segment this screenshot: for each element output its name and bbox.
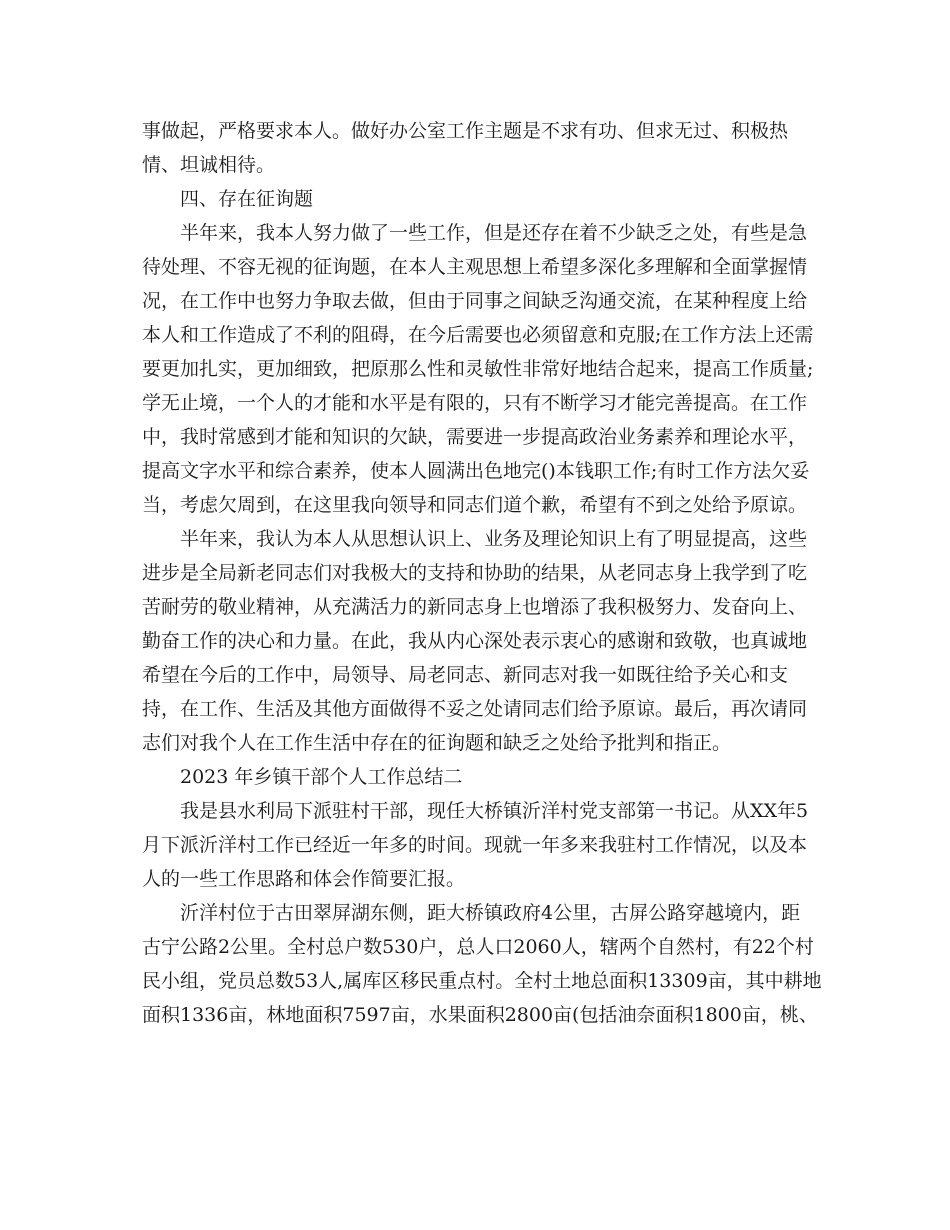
- text-line: 况，在工作中也努力争取去做，但由于同事之间缺乏沟通交流，在某种程度上给: [142, 290, 808, 312]
- section-heading: 2023 年乡镇干部个人工作总结二: [180, 766, 463, 788]
- text-line: 半年来，我本人努力做了一些工作，但是还存在着不少缺乏之处，有些是急: [180, 222, 808, 244]
- text-line: 中，我时常感到才能和知识的欠缺，需要进一步提高政治业务素养和理论水平，: [142, 426, 808, 448]
- text-line: 持，在工作、生活及其他方面做得不妥之处请同志们给予原谅。最后，再次请同: [142, 698, 808, 720]
- text-line: 我是县水利局下派驻村干部，现任大桥镇沂洋村党支部第一书记。从XX年5: [180, 800, 809, 822]
- text-line: 学无止境，一个人的才能和水平是有限的，只有不断学习才能完善提高。在工作: [142, 392, 808, 414]
- text-line: 本人和工作造成了不利的阻碍，在今后需要也必须留意和克服;在工作方法上还需: [142, 324, 814, 346]
- text-line: 情、坦诚相待。: [142, 154, 276, 176]
- text-line: 苦耐劳的敬业精神，从充满活力的新同志身上也增添了我积极努力、发奋向上、: [142, 596, 808, 618]
- text-line: 半年来，我认为本人从思想认识上、业务及理论知识上有了明显提高，这些: [180, 528, 808, 550]
- text-line: 希望在今后的工作中，局领导、局老同志、新同志对我一如既往给予关心和支: [142, 664, 789, 686]
- text-line: 民小组，党员总数53人,属库区移民重点村。全村土地总面积13309亩，其中耕地: [142, 970, 822, 992]
- text-line: 面积1336亩，林地面积7597亩，水果面积2800亩(包括油奈面积1800亩，桃、: [142, 1004, 818, 1026]
- text-line: 待处理、不容无视的征询题，在本人主观思想上希望多深化多理解和全面掌握情: [142, 256, 808, 278]
- section-heading: 四、存在征询题: [180, 188, 314, 210]
- text-line: 月下派沂洋村工作已经近一年多的时间。现就一年多来我驻村工作情况，以及本: [142, 834, 808, 856]
- text-line: 人的一些工作思路和体会作简要汇报。: [142, 868, 466, 890]
- text-line: 要更加扎实，更加细致，把原那么性和灵敏性非常好地结合起来，提高工作质量;: [142, 358, 814, 380]
- text-line: 提高文字水平和综合素养，使本人圆满出色地完()本钱职工作;有时工作方法欠妥: [142, 460, 810, 482]
- text-line: 事做起，严格要求本人。做好办公室工作主题是不求有功、但求无过、积极热: [142, 120, 789, 142]
- text-line: 古宁公路2公里。全村总户数530户，总人口2060人，辖两个自然村，有22个村: [142, 936, 814, 958]
- text-line: 沂洋村位于古田翠屏湖东侧，距大桥镇政府4公里，古屏公路穿越境内，距: [180, 902, 801, 924]
- text-line: 志们对我个人在工作生活中存在的征询题和缺乏之处给予批判和指正。: [142, 732, 732, 754]
- text-line: 勤奋工作的决心和力量。在此，我从内心深处表示衷心的感谢和致敬，也真诚地: [142, 630, 808, 652]
- text-line: 进步是全局新老同志们对我极大的支持和协助的结果，从老同志身上我学到了吃: [142, 562, 808, 584]
- text-line: 当，考虑欠周到，在这里我向领导和同志们道个歉，希望有不到之处给予原谅。: [142, 494, 808, 516]
